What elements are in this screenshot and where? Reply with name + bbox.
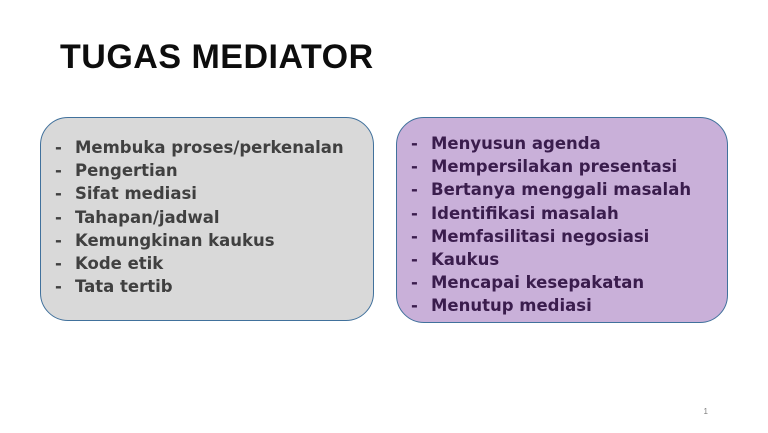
bullet-dash: - — [411, 180, 418, 200]
bullet-dash: - — [411, 296, 418, 316]
bullet-dash: - — [55, 184, 62, 204]
left-task-list — [55, 136, 373, 298]
list-item-label: Menyusun agenda — [431, 134, 601, 153]
list-item — [411, 155, 727, 178]
list-item — [411, 271, 727, 294]
list-item-label: Kaukus — [431, 250, 500, 270]
slide-title: TUGAS MEDIATOR — [60, 38, 374, 76]
bullet-dash: - — [55, 138, 62, 157]
list-item-label: Tata tertib — [75, 277, 173, 297]
list-item — [55, 136, 373, 159]
list-item — [411, 202, 727, 225]
list-item-label: Mempersilakan presentasi — [431, 157, 678, 177]
list-item-label: Memfasilitasi negosiasi — [431, 226, 650, 246]
list-item — [411, 248, 727, 271]
bullet-dash: - — [411, 203, 418, 223]
list-item — [411, 294, 727, 317]
bullet-dash: - — [55, 161, 62, 181]
bullet-dash: - — [411, 134, 418, 153]
bullet-dash: - — [55, 254, 62, 274]
bullet-dash: - — [411, 226, 418, 246]
page-number: 1 — [703, 407, 708, 416]
list-item-label: Pengertian — [75, 161, 178, 181]
list-item — [55, 252, 373, 275]
list-item — [55, 229, 373, 252]
list-item — [55, 206, 373, 229]
list-item-label: Identifikasi masalah — [431, 203, 619, 223]
list-item-label: Menutup mediasi — [431, 296, 592, 316]
list-item-label: Kode etik — [75, 254, 164, 274]
list-item — [55, 275, 373, 298]
list-item-label: Sifat mediasi — [75, 184, 197, 204]
bullet-dash: - — [55, 230, 62, 250]
list-item — [411, 178, 727, 201]
list-item-label: Mencapai kesepakatan — [431, 273, 645, 293]
list-item — [411, 132, 727, 155]
left-task-box — [40, 117, 374, 321]
list-item-label: Tahapan/jadwal — [75, 207, 220, 227]
bullet-dash: - — [411, 273, 418, 293]
right-task-list — [411, 132, 727, 318]
list-item-label: Kemungkinan kaukus — [75, 230, 275, 250]
list-item — [55, 182, 373, 205]
list-item-label: Bertanya menggali masalah — [431, 180, 692, 200]
list-item — [411, 225, 727, 248]
list-item-label: Membuka proses/perkenalan — [75, 138, 344, 157]
bullet-dash: - — [55, 277, 62, 297]
bullet-dash: - — [411, 157, 418, 177]
bullet-dash: - — [55, 207, 62, 227]
bullet-dash: - — [411, 250, 418, 270]
right-task-box — [396, 117, 728, 323]
list-item — [55, 159, 373, 182]
